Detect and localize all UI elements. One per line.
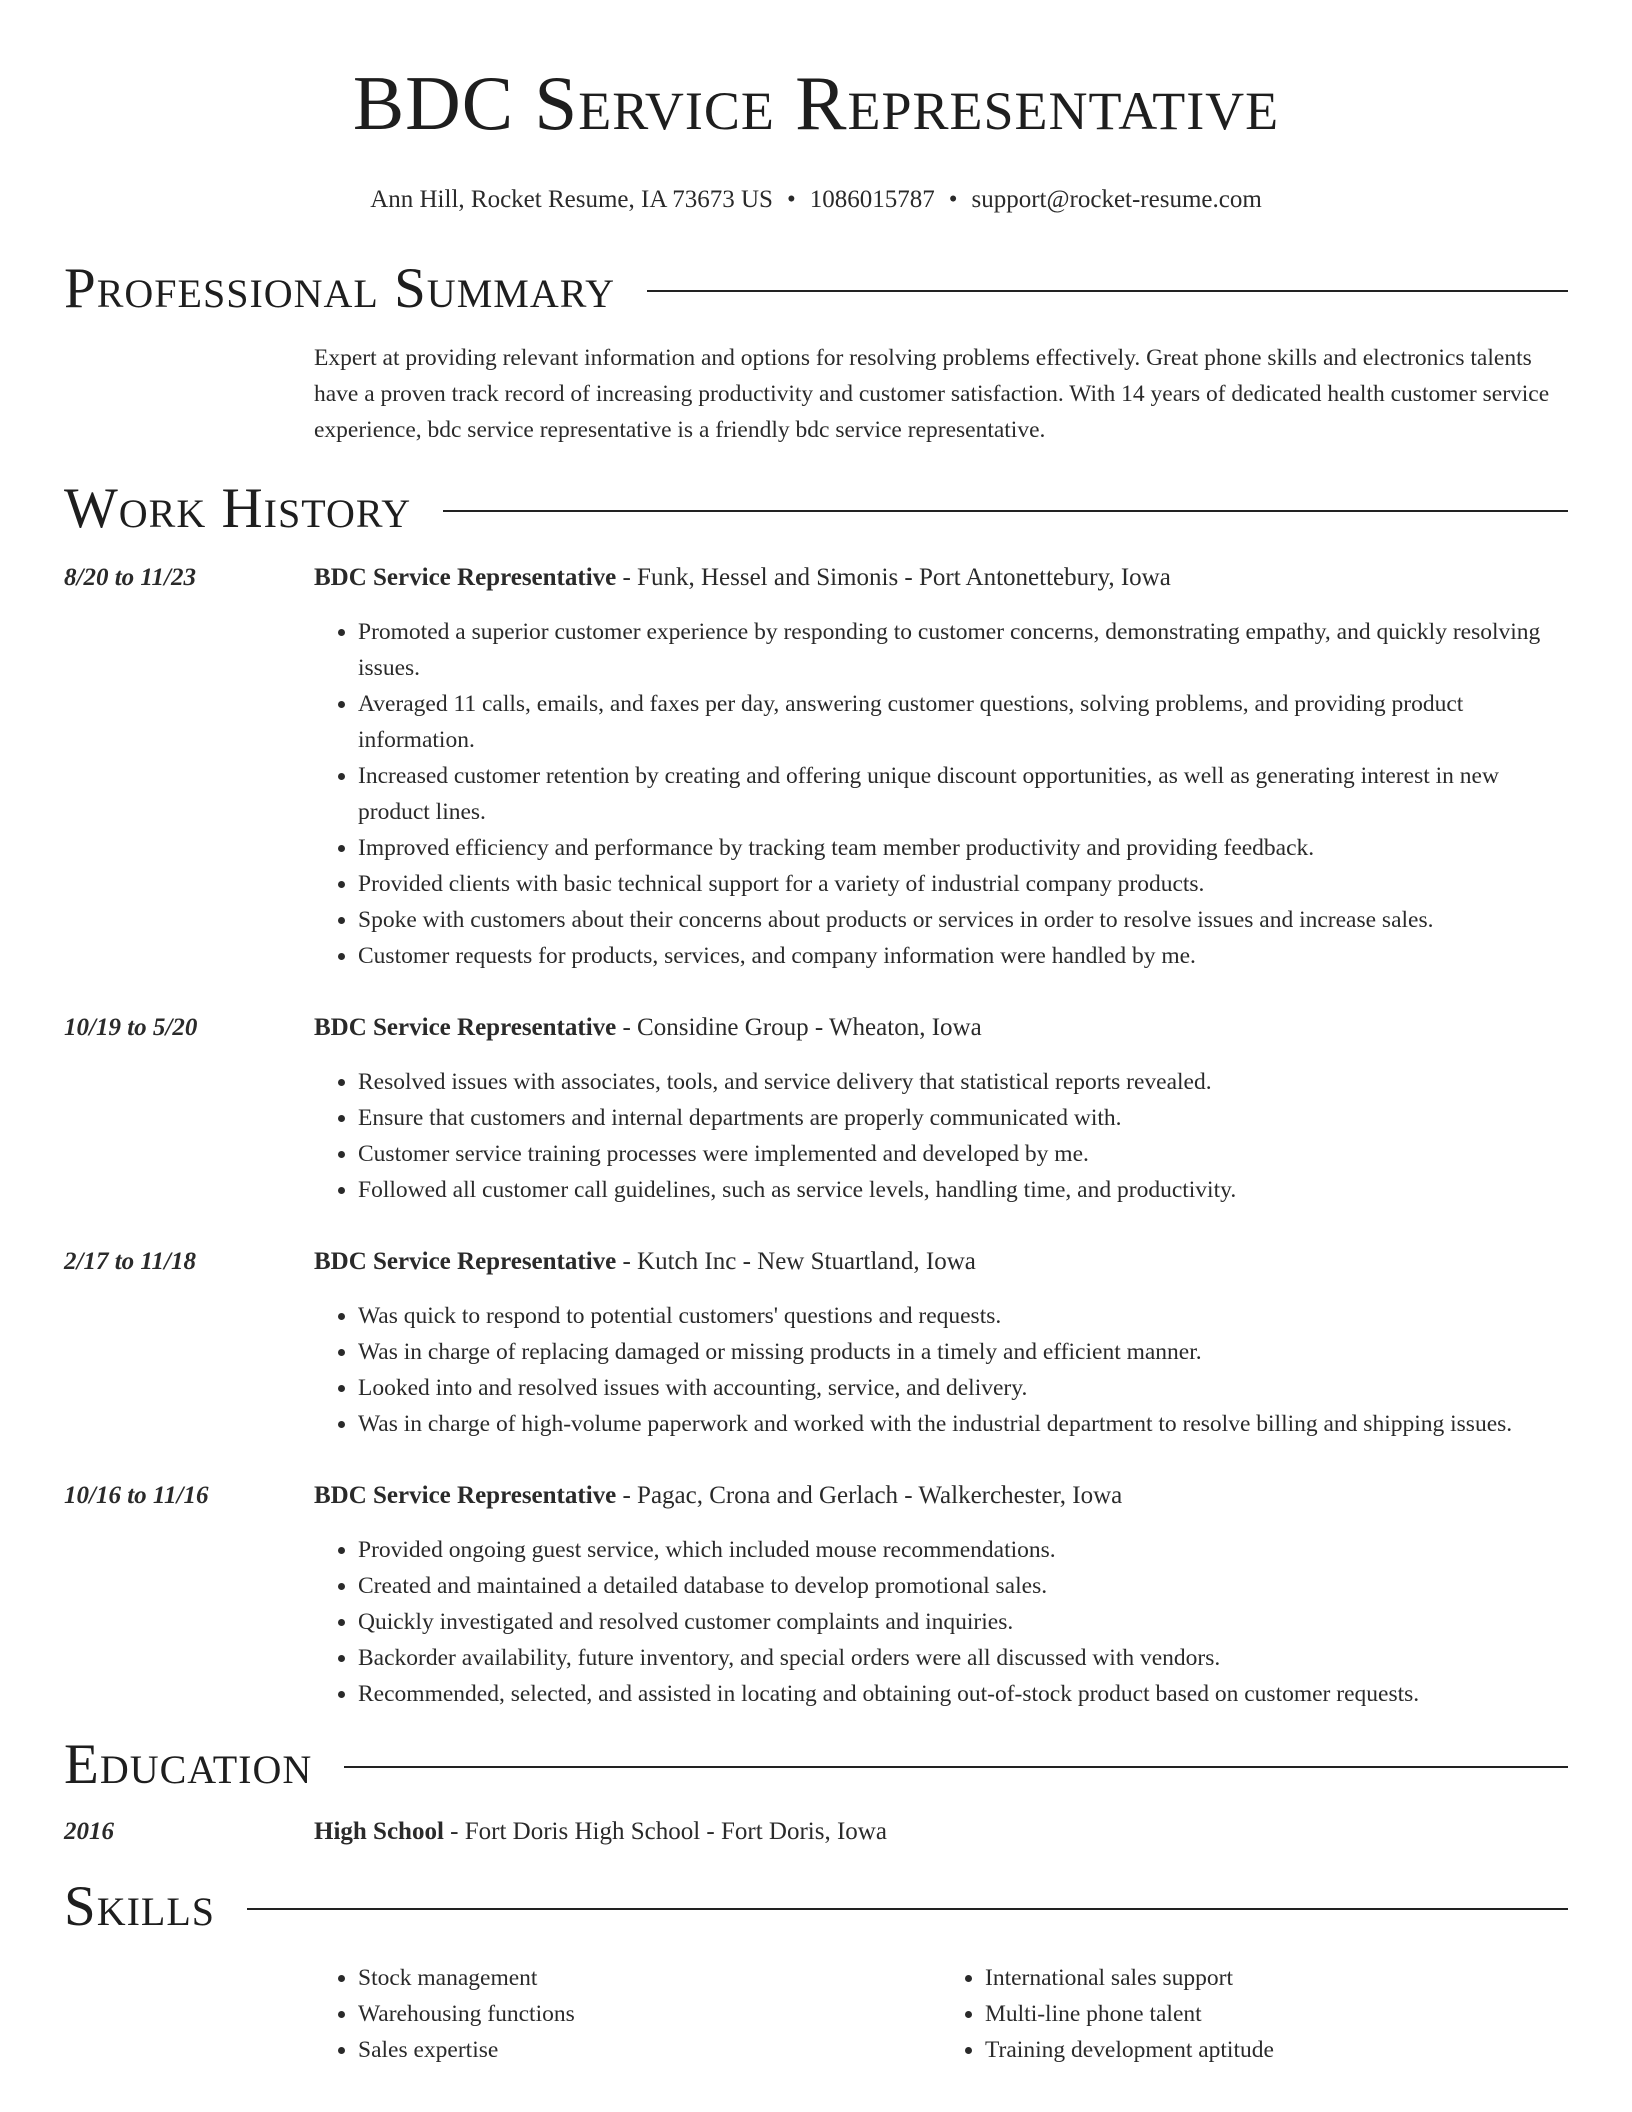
bullet-item: • Ensure that customers and internal departments are properly communicated with. <box>358 1100 1568 1136</box>
education-heading: Education <box>64 1733 313 1796</box>
job-dates: 10/16 to 11/16 <box>64 1482 209 1509</box>
contact-email: support@rocket-resume.com <box>971 186 1262 213</box>
contact-separator: • <box>786 186 796 213</box>
bullet-item: • Was in charge of replacing damaged or missing products in a timely and efficient manner. <box>358 1334 1568 1370</box>
contact-line <box>64 186 1568 214</box>
job-details: - Kutch Inc - New Stuartland, Iowa <box>616 1248 976 1275</box>
section-divider <box>247 1908 1568 1910</box>
bullet-item: • Customer requests for products, services, and company information were handled by me. <box>358 938 1568 974</box>
job-details: - Funk, Hessel and Simonis - Port Antonettebury, Iowa <box>616 564 1171 591</box>
job-dates: 10/19 to 5/20 <box>64 1014 198 1041</box>
job-entry <box>64 1482 1568 1510</box>
work-history-list <box>64 564 1568 1712</box>
education-role <box>314 1818 887 1846</box>
bullet-item: • Promoted a superior customer experience by responding to customer concerns, demonstrating empathy, and quickly resolving issues. <box>358 614 1568 686</box>
education-degree: High School <box>314 1818 444 1845</box>
job-bullets <box>64 1532 1568 1712</box>
job-title: BDC Service Representative <box>314 1014 617 1041</box>
job-title: BDC Service Representative <box>314 564 617 591</box>
education-section-heading <box>64 1734 1568 1796</box>
bullet-list <box>314 1532 1568 1712</box>
bullet-item: • Quickly investigated and resolved customer complaints and inquiries. <box>358 1604 1568 1640</box>
job-title: BDC Service Representative <box>314 1482 617 1509</box>
job-role <box>314 564 1171 592</box>
skills-heading: Skills <box>64 1875 216 1938</box>
skill-item: • Stock management <box>358 1960 941 1996</box>
bullet-item: • Backorder availability, future inventory, and special orders were all discussed with vendors. <box>358 1640 1568 1676</box>
bullet-item: • Was in charge of high-volume paperwork and worked with the industrial department to resolve billing and shipping issues. <box>358 1406 1568 1442</box>
bullet-item: • Looked into and resolved issues with accounting, service, and delivery. <box>358 1370 1568 1406</box>
contact-address: Ann Hill, Rocket Resume, IA 73673 US <box>370 186 773 213</box>
education-entry <box>64 1818 1568 1846</box>
bullet-item: • Recommended, selected, and assisted in locating and obtaining out-of-stock product based on customer requests. <box>358 1676 1568 1712</box>
summary-section-heading <box>64 258 1568 320</box>
bullet-list <box>314 1064 1568 1208</box>
skill-item: • International sales support <box>985 1960 1568 1996</box>
bullet-item: • Provided ongoing guest service, which included mouse recommendations. <box>358 1532 1568 1568</box>
skills-section-heading <box>64 1876 1568 1938</box>
contact-separator: • <box>948 186 958 213</box>
bullet-item: • Customer service training processes were implemented and developed by me. <box>358 1136 1568 1172</box>
job-entry <box>64 1248 1568 1276</box>
bullet-item: • Followed all customer call guidelines, such as service levels, handling time, and productivity. <box>358 1172 1568 1208</box>
skill-item: • Multi-line phone talent <box>985 1996 1568 2032</box>
bullet-item: • Created and maintained a detailed database to develop promotional sales. <box>358 1568 1568 1604</box>
bullet-item: • Averaged 11 calls, emails, and faxes per day, answering customer questions, solving problems, and providing product information. <box>358 686 1568 758</box>
contact-phone: 1086015787 <box>809 186 935 213</box>
summary-heading: Professional Summary <box>64 257 616 320</box>
job-details: - Pagac, Crona and Gerlach - Walkerchester, Iowa <box>616 1482 1123 1509</box>
job-dates: 2/17 to 11/18 <box>64 1248 196 1275</box>
skill-item: • Warehousing functions <box>358 1996 941 2032</box>
work-heading: Work History <box>64 477 412 540</box>
job-dates: 8/20 to 11/23 <box>64 564 196 591</box>
job-bullets <box>64 1064 1568 1208</box>
section-divider <box>647 290 1568 292</box>
bullet-item: • Increased customer retention by creating and offering unique discount opportunities, as well as generating interest in new product lines. <box>358 758 1568 830</box>
bullet-list <box>314 1298 1568 1442</box>
section-divider <box>443 510 1568 512</box>
skill-item: • Sales expertise <box>358 2032 941 2068</box>
skill-item: • Training development aptitude <box>985 2032 1568 2068</box>
work-section-heading <box>64 478 1568 540</box>
education-year: 2016 <box>64 1818 114 1845</box>
summary-text: Expert at providing relevant information and options for resolving problems effectively. Great phone skills and electronics talents have a proven track record of increasing productivity and customer satisfaction. With 14 years of dedicated health customer service experience, bdc service representative is a friendly bdc service representative. <box>314 345 1550 443</box>
skills-column-right <box>941 1960 1568 2068</box>
job-title: BDC Service Representative <box>314 1248 617 1275</box>
job-bullets <box>64 1298 1568 1442</box>
job-details: - Considine Group - Wheaton, Iowa <box>616 1014 982 1041</box>
job-role <box>314 1014 982 1042</box>
job-entry <box>64 1014 1568 1042</box>
skills-grid <box>64 1960 1568 2068</box>
bullet-item: • Provided clients with basic technical support for a variety of industrial company products. <box>358 866 1568 902</box>
education-details: - Fort Doris High School - Fort Doris, Iowa <box>443 1818 887 1845</box>
bullet-item: • Improved efficiency and performance by tracking team member productivity and providing feedback. <box>358 830 1568 866</box>
job-entry <box>64 564 1568 592</box>
job-role <box>314 1248 976 1276</box>
skills-column-left <box>314 1960 941 2068</box>
job-role <box>314 1482 1122 1510</box>
bullet-item: • Resolved issues with associates, tools, and service delivery that statistical reports revealed. <box>358 1064 1568 1100</box>
bullet-item: • Was quick to respond to potential customers' questions and requests. <box>358 1298 1568 1334</box>
job-bullets <box>64 614 1568 974</box>
bullet-item: • Spoke with customers about their concerns about products or services in order to resolve issues and increase sales. <box>358 902 1568 938</box>
resume-title: BDC Service Representative <box>352 60 1280 146</box>
bullet-list <box>314 614 1568 974</box>
section-divider <box>344 1766 1568 1768</box>
